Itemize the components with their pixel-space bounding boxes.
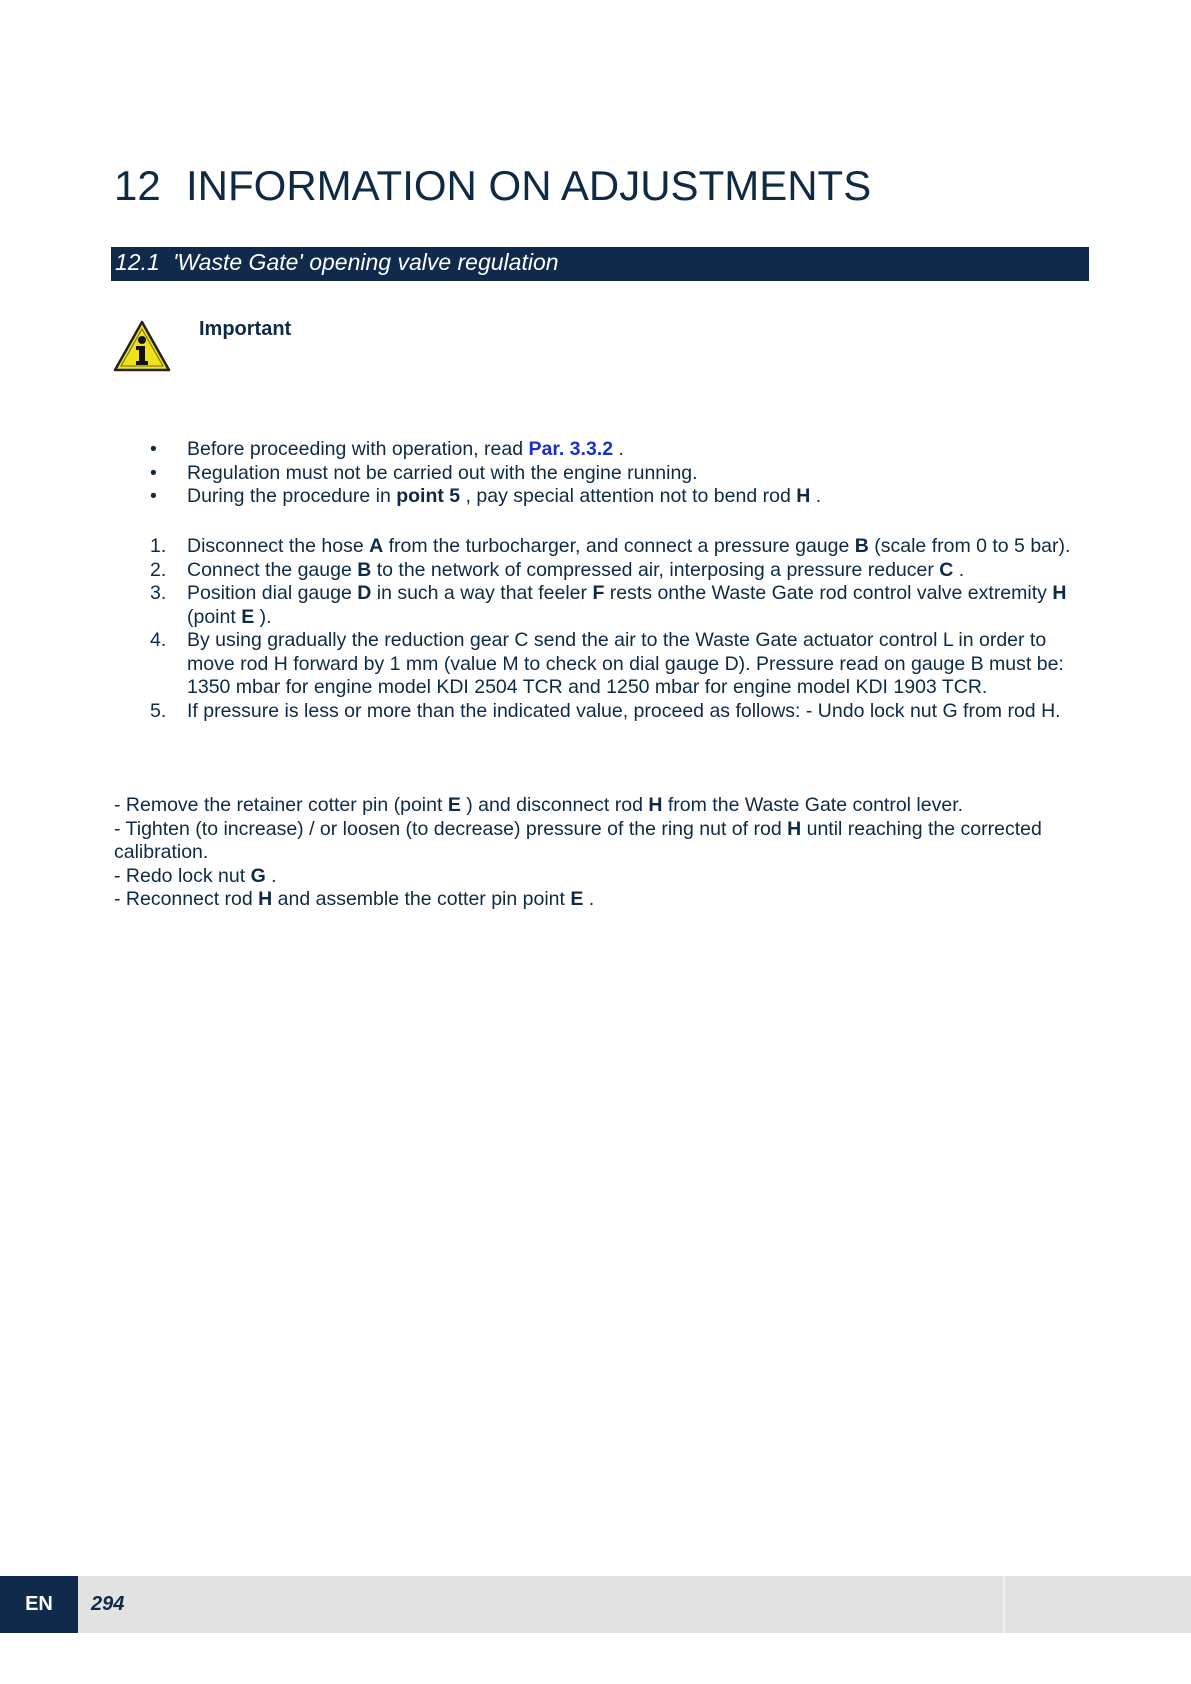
procedure-steps (150, 535, 1085, 723)
warning-info-icon (113, 320, 171, 372)
footer-divider (1003, 1576, 1005, 1633)
list-item: • Before proceeding with operation, read Par. 3.3.2 . (150, 438, 821, 462)
list-item: 5. If pressure is less or more than the indicated value, proceed as follows: - Undo lock nut G from rod H. (150, 699, 1061, 722)
list-item: • Regulation must not be carried out with the engine running. (150, 462, 821, 486)
list-item: • During the procedure in point 5 , pay special attention not to bend rod H . (150, 485, 821, 509)
list-item: 2. Connect the gauge B to the network of compressed air, interposing a pressure reducer C . (150, 558, 965, 581)
important-label: Important (199, 318, 292, 340)
paragraph-link[interactable]: Par. 3.3.2 (528, 438, 614, 460)
section-title: 'Waste Gate' opening valve regulation (173, 249, 559, 275)
note-line: - Reconnect rod H and assemble the cotter pin point E . (114, 888, 595, 910)
list-item: 1. Disconnect the hose A from the turbocharger, and connect a pressure gauge B (scale from 0 to 5 bar). (150, 535, 1071, 557)
list-item: 4. By using gradually the reduction gear C send the air to the Waste Gate actuator control L in order to move rod H forward by 1 mm (value M to check on dial gauge D). Pressure read on gauge B must be: 1350 mbar for engine model KDI 2504 TCR and 1250 mbar for engine model KDI 1903 TCR. (150, 629, 1064, 698)
chapter-title (114, 162, 871, 210)
language-badge: EN (0, 1576, 78, 1633)
note-line: - Tighten (to increase) / or loosen (to decrease) pressure of the ring nut of rod H until reaching the corrected calibration. (114, 817, 1042, 863)
note-line: - Redo lock nut G . (114, 864, 277, 887)
section-header (111, 247, 1089, 281)
procedure-notes (114, 794, 1099, 912)
chapter-number: 12 (114, 162, 161, 209)
list-item: 3. Position dial gauge D in such a way that feeler F rests onthe Waste Gate rod control valve extremity H (point E ). (150, 582, 1067, 628)
section-number: 12.1 (115, 249, 160, 275)
page-number: 294 (91, 1593, 125, 1615)
note-line: - Remove the retainer cotter pin (point E ) and disconnect rod H from the Waste Gate control lever. (114, 794, 964, 816)
precautions-list (150, 438, 821, 509)
chapter-title-text: INFORMATION ON ADJUSTMENTS (186, 162, 872, 209)
page-footer (0, 1576, 1191, 1633)
